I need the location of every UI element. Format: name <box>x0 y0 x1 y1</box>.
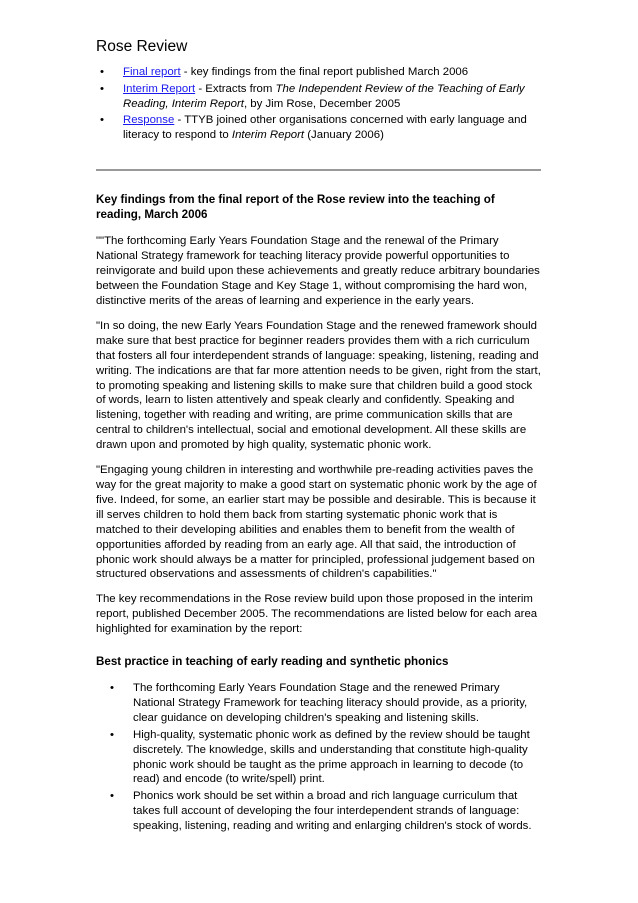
response-link[interactable]: Response <box>123 114 175 127</box>
response-date: (January 2006) <box>304 129 384 142</box>
list-item: • The forthcoming Early Years Foundation Stage and the renewed Primary National Strategy Framework for teaching literacy should provide, as a priority, clear guidance on developing children's speaking and listening skills. <box>133 681 541 726</box>
interim-report-link[interactable]: Interim Report <box>123 82 196 95</box>
list-item-final-report <box>123 65 541 80</box>
page-title: Rose Review <box>96 38 188 55</box>
response-report-title: Interim Report <box>231 129 305 142</box>
subsection-heading: Best practice in teaching of early reading and synthetic phonics <box>96 655 449 669</box>
list-item: • High-quality, systematic phonic work as defined by the review should be taught discretely. The knowledge, skills and understanding that constitute high-quality phonic work should be taught as the prime approach in learning to decode (to read) and encode (to write/spell) print. <box>133 728 541 788</box>
paragraph: The key recommendations in the Rose review build upon those proposed in the interim report, published December 2005. The recommendations are listed below for each area highlighted for examination by the report: <box>96 593 538 636</box>
resource-link-list <box>96 65 541 143</box>
section-heading: Key findings from the final report of the Rose review into the teaching of reading, March 2006 <box>96 192 495 222</box>
final-report-link[interactable]: Final report <box>123 66 181 78</box>
paragraph: "Engaging young children in interesting and worthwhile pre-reading activities paves the way for the great majority to make a good start on systematic phonic work by the age of five. Indeed, for some, an earlier start may be possible and desirable. This is because it ill serves children to hold them back from starting systematic phonic work that is matched to their developing abilities and enables them to benefit from the wealth of opportunities afforded by reading from an early age. All that said, the introduction of phonic work should always be a matter for principled, professional judgement based on structured observations and assessments of children's capabilities." <box>96 464 537 581</box>
interim-report-author: , by Jim Rose, December 2005 <box>243 97 401 110</box>
interim-report-title: The Independent Review of the Teaching of Early Reading, Interim Report <box>123 82 525 110</box>
section-divider <box>96 169 541 171</box>
recommendation-list <box>96 681 541 834</box>
list-item-interim-report <box>123 82 541 112</box>
response-description: - TTYB joined other organisations concerned with early language and literacy to respond to <box>123 114 527 142</box>
list-item: • Phonics work should be set within a broad and rich language curriculum that takes full account of developing the four interdependent strands of language: speaking, listening, reading and writing and enlarging children's stock of words. <box>133 789 541 834</box>
final-report-description: - key findings from the final report published March 2006 <box>180 66 469 78</box>
paragraph: "In so doing, the new Early Years Foundation Stage and the renewed framework should make sure that best practice for beginner readers provides them with a rich curriculum that fosters all four interdependent strands of language: speaking, listening, reading and writing. The indications are that far more attention needs to be given, right from the start, to promoting speaking and listening skills to make sure that children build a good stock of words, learn to listen attentively and speak clearly and confidently. Speaking and listening, together with reading and writing, are prime communication skills that are central to children's intellectual, social and emotional development. All these skills are drawn upon and promoted by high quality, systematic phonic work. <box>96 319 541 452</box>
list-item-response <box>123 113 541 143</box>
interim-report-description: - Extracts from <box>195 82 276 95</box>
paragraph: ""The forthcoming Early Years Foundation Stage and the renewal of the Primary National Strategy framework for teaching literacy provide powerful opportunities to reinvigorate and build upon these achievements and greatly reduce arbitrary boundaries between the Foundation Stage and Key Stage 1, without compromising the hard won, distinctive merits of the areas of learning and experience in the early years. <box>96 235 540 308</box>
